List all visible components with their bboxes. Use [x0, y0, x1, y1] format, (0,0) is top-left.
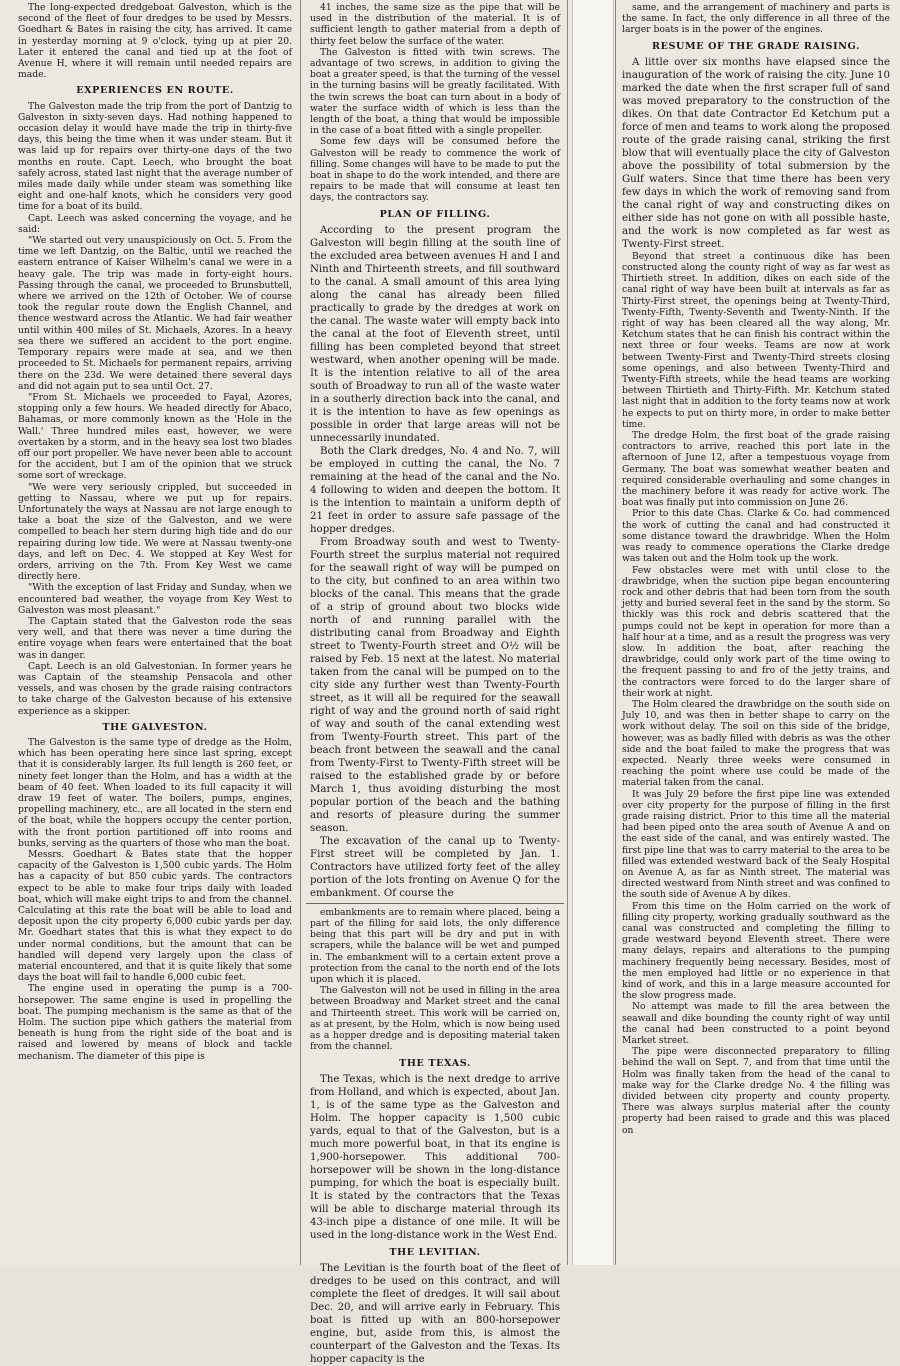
paragraph-quote-start: "We started out very unauspiciously on Oct. 5. From the time we left Dantzig, on the Baltic, until we reached the eastern entrance of Kaiser Wilhelm's canal we were in a heavy gale. The trip was made in forty-eight hours. Passing through the canal, we proceeded to Brunsbuttell, where we arrived on the 12th of October. We of course took the regular route down the English Channel, and thence westward across the Atlantic. We had fair weather until within 400 miles of St. Michaels, Azores. In a heavy sea there we suffered an accident to the port engine. Temporary repairs were made at sea, and we then proceeded to St. Michaels for permanent repairs, arriving there on the 23d. We were detained there several days and did not again put to sea until Oct. 27.: [18, 235, 292, 392]
clipping-cut-line: [306, 903, 564, 904]
paragraph-six-months: A little over six months have elapsed since the inauguration of the work of raising the city. June 10 marked the date when the first scraper full of sand was moved preparatory to the construction of the dikes. On that date Contractor Ed Ketchum put a force of men and teams to work along the proposed route of the grade raising canal, striking the first blow that will eventually place the city of Galveston above the possibility of total submersion by the Gulf waters. Since that time there has been very few days in which the work of removing sand from the canal right of way and constructing dikes on either side has not gone on with all possible haste, and the work is now completed as far west as Twenty-First street.: [622, 56, 890, 250]
column-divider-middle: [567, 0, 568, 1265]
column-divider-left: [300, 0, 301, 1265]
paragraph-no-attempt: No attempt was made to fill the area between the seawall and dike bounding the county right of way until the canal had been constructed to a point beyond Market street.: [622, 1001, 890, 1047]
paragraph-quote-end: "With the exception of last Friday and Sunday, when we encountered bad weather, the voyage from Key West to Galveston was most pleasant.": [18, 582, 292, 616]
paragraph-arrival: The long-expected dredgeboat Galveston, which is the second of the fleet of four dredges to be used by Messrs. Goedhart & Bates in raising the city, has arrived. It came in yesterday morning at 9 o'clock, tying up at pier 20. Later it entered the canal and tied up at the foot of Avenue H, where it will remain until needed repairs are made.: [18, 2, 292, 81]
paragraph-continuous-dike: Beyond that street a continuous dike has been constructed along the county right of way as far west as Thirtieth street. In addition, dikes on each side of the canal right of way have been built at intervals as far as Thirty-First street, the openings being at Twenty-Third, Twenty-Fifth, Twenty-Seventh and Twenty-Ninth. If the right of way has been cleared all the way along, Mr. Ketchum states that he can finish his contract within the next three or four weeks. Teams are now at work between Twenty-First and Twenty-Third streets closing some openings, and also between Twenty-Third and Twenty-Fifth streets, while the head teams are working between Thirtieth and Thirty-Fifth. Mr. Ketchum stated last night that in addition to the forty teams now at work he expects to put on thirty more, in order to make better time.: [622, 250, 890, 430]
blank-gutter-strip: [572, 0, 614, 1265]
paragraph-first-pipe-line: It was July 29 before the first pipe line was extended over city property for the purpose of filling in the first grade raising district. Prior to this time all the material had been piped onto the area south of Avenue A and on the east side of the canal, and was entirely wasted. The first pipe line that was to carry material to the area to be filled was extended westward back of the Sealy Hospital on Avenue A, as far as Ninth street. The material was directed westward from Ninth street and was confined to the south side of Avenue A by dikes.: [622, 788, 890, 901]
article-column-3: [618, 0, 894, 1265]
paragraph-same-arrangement: same, and the arrangement of machinery and parts is the same. In fact, the only difference in all three of the larger boats is in the power of the engines.: [622, 2, 890, 36]
paragraph-trip: The Galveston made the trip from the port of Dantzig to Galveston in sixty-seven days. Had nothing happened to occasion delay it would have made the trip in thirty-five days, this being the time when it was under steam. But it was laid up for repairs over thirty-one days of the two months en route. Capt. Leech, who brought the boat safely across, stated last night that the average number of miles made daily while under steam was something like eight and one-half knots, which he considers very good time for a boat of its build.: [18, 100, 292, 213]
paragraph-engine: The engine used in operating the pump is a 700-horsepower. The same engine is used in propelling the boat. The pumping mechanism is the same as that of the Holm. The suction pipe which gathers the material from beneath is hung from the right side of the boat and is raised and lowered by means of block and tackle mechanism. The diameter of this pipe is: [18, 983, 292, 1062]
paragraph-hopper-capacity: Messrs. Goedhart & Bates state that the hopper capacity of the Galveston is 1,500 cubic yards. The Holm has a capacity of but 850 cubic yards. The contractors expect to be able to make four trips daily with loaded boat, which will make eight trips to and from the channel. Calculating at this rate the boat will be able to load and deposit upon the city property 6,000 cubic yards per day. Mr. Goedhart states that this is what they expect to do under normal conditions, but the amount that can be handled will depend very largely upon the class of material encountered, and that it is quite likely that some days the boat will fail to handle 6,000 cubic feet.: [18, 849, 292, 984]
paragraph-clark-dredges: Both the Clark dredges, No. 4 and No. 7, will be employed in cutting the canal, the No. 7 remaining at the head of the canal and the No. 4 following to widen and deepen the bottom. It is the intention to maintain a uniform depth of 21 feet in order to assure safe passage of the hopper dredges.: [310, 445, 560, 535]
paragraph-program: According to the present program the Galveston will begin filling at the south line of the excluded area between avenues H and I and Ninth and Thirteenth streets, and fill southward to the canal. A small amount of this area lying along the canal has already been filled practically to grade by the dredges at work on the canal. The waste water will empty back into the canal at the foot of Eleventh street, until filling has been completed beyond that street westward, when another opening will be made. It is the intention relative to all of the area south of Broadway to run all of the waste water in a southerly direction back into the canal, and it is the intention to have as few openings as possible in order that large areas will not be unnecessarily inundated.: [310, 224, 560, 444]
subhead-the-texas: THE TEXAS.: [399, 1057, 471, 1069]
paragraph-galveston-filling: The Galveston will not be used in filling in the area between Broadway and Market street and the canal and Thirteenth street. This work will be carried on, as at present, by the Holm, which is now being used as a hopper dredge and is depositing material taken from the channel.: [310, 985, 560, 1053]
paragraph-pipe-size: 41 inches, the same size as the pipe that will be used in the distribution of the material. It is of sufficient length to gather material from a depth of thirty feet below the surface of the water.: [310, 2, 560, 47]
paragraph-pipe-disconnected: The pipe were disconnected preparatory to filling behind the wall on Sept. 7, and from that time until the Holm was finally taken from the head of the canal to make way for the Clarke dredge No. 4 the filling was divided between city property and county property. There was always surplus material after the county property had been raised to grade and this was placed on: [622, 1046, 890, 1136]
paragraph-excavation: The excavation of the canal up to Twenty-First street will be completed by Jan. 1. Contractors have utilized forty feet of the alley portion of the lots fronting on Avenue Q for the embankment. Of course the: [310, 835, 560, 899]
paragraph-asked: Capt. Leech was asked concerning the voyage, and he said:: [18, 212, 292, 235]
paragraph-galveston-type: The Galveston is the same type of dredge as the Holm, which has been operating here since last spring, except that it is considerably larger. Its full length is 260 feet, or ninety feet longer than the Holm, and has a width at the beam of 40 feet. When loaded to its full capacity it will draw 19 feet of water. The boilers, pumps, engines, propelling machinery, etc., are all located in the stern end of the boat, while the hoppers occupy the center portion, with the front portion partitioned off into rooms and bunks, serving as the quarters of those who man the boat.: [18, 737, 292, 849]
article-column-2: [306, 0, 564, 1365]
subhead-experiences-en-route: EXPERIENCES EN ROUTE.: [76, 85, 234, 97]
paragraph-captain-leech: Capt. Leech is an old Galvestonian. In former years he was Captain of the steamship Pensacola and other vessels, and was chosen by the grade raising contractors to take charge of the Galveston because of his extensive experience as a skipper.: [18, 660, 292, 717]
paragraph-levitian: The Levitian is the fourth boat of the fleet of dredges to be used on this contract, and will complete the fleet of dredges. It will sail about Dec. 20, and will arrive early in February. This boat is fitted up with an 800-horsepower engine, but, aside from this, is almost the counterpart of the Galveston and the Texas. Its hopper capacity is the: [310, 1262, 560, 1365]
paragraph-broadway: From Broadway south and west to Twenty-Fourth street the surplus material not required for the seawall right of way will be pumped on to the city, but confined to an area within two blocks of the canal. This means that the grade of a strip of ground about two blocks wide north of and running parallel with the distributing canal from Broadway and Eighth street to Twenty-Fourth street and O½ will be raised by Feb. 15 next at the latest. No material taken from the canal will be pumped on to the city side any further west than Twenty-Fourth street, as it will all be required for the seawall right of way and the ground north of said right of way and south of the canal extending west from Twenty-Fourth street. This part of the beach front between the seawall and the canal from Twenty-First to Twenty-Fifth street will be raised to the established grade by or before March 1, thus avoiding disturbing the most popular portion of the beach and the bathing and resorts of pleasure during the summer season.: [310, 536, 560, 834]
paragraph-twin-screws: The Galveston is fitted with twin screws. The advantage of two screws, in addition to giving the boat a greater speed, is that the turning of the vessel in the turning basins will be greatly facilitated. With the twin screws the boat can turn about in a body of water the surface width of which is less than the length of the boat, a thing that would be impossible in the case of a boat fitted with a single propeller.: [310, 46, 560, 137]
paragraph-embankments: embankments are to remain where placed, being a part of the filling for said lots, the only difference being that this part will be dry and put in with scrapers, while the balance will be wet and pumped in. The embankment will to a certain extent prove a protection from the canal to the north end of the lots upon which it is placed.: [310, 906, 560, 986]
paragraph-clarke: Prior to this date Chas. Clarke & Co. had commenced the work of cutting the canal and had constructed it some distance toward the drawbridge. When the Holm was ready to commence operations the Clarke dredge was taken out and the Holm took up the work.: [622, 508, 890, 565]
subhead-plan-of-filling: PLAN OF FILLING.: [379, 208, 491, 220]
paragraph-texas: The Texas, which is the next dredge to arrive from Holland, and which is expected, about Jan. 1, is of the same type as the Galveston and Holm. The hopper capacity is 1,500 cubic yards, equal to that of the Galveston, but is a much more powerful boat, in that its engine is 1,900-horsepower. This additional 700-horsepower will be shown in the long-distance pumping, for which the boat is especially built. It is stated by the contractors that the Texas will be able to discharge material through its 43-inch pipe a distance of one mile. It will be used in the long-distance work in the West End.: [310, 1073, 560, 1241]
paragraph-obstacles: Few obstacles were met with until close to the drawbridge, when the suction pipe began encountering rock and other debris that had been torn from the south jetty and buried several feet in the sand by the storm. So thickly was this rock and debris scattered that the pumps could not be kept in operation for more than a half hour at a time, and as a result the progress was very slow. In addition the boat, after reaching the drawbridge, could only work part of the time owing to the frequent passing to and fro of the jetty trains, and the contractors were forced to do the larger share of their work at night.: [622, 564, 890, 699]
paragraph-days-consumed: Some few days will be consumed before the Galveston will be ready to commence the work of filling. Some changes will have to be made to put the boat in shape to do the work intended, and there are repairs to be made that will consume at least ten days, the contractors say.: [310, 136, 560, 204]
paragraph-captain-seas: The Captain stated that the Galveston rode the seas very well, and that there was never a time during the entire voyage when fears were entertained that the boat was in danger.: [18, 615, 292, 661]
paragraph-dredge-holm: The dredge Holm, the first boat of the grade raising contractors to arrive, reached this port late in the afternoon of June 12, after a tempestuous voyage from Germany. The boat was somewhat weather beaten and required considerable overhauling and some changes in the machinery before it was ready for active work. The boat was finally put into commission on June 26.: [622, 430, 890, 509]
subhead-resume-grade-raising: RESUME OF THE GRADE RAISING.: [652, 40, 860, 52]
paragraph-drawbridge: The Holm cleared the drawbridge on the south side on July 10, and was then in better shape to carry on the work without delay. The soil on this side of the bridge, however, was as badly filled with debris as was the other side and the boat failed to make the progress that was expected. Nearly three weeks were consumed in reaching the point where use could be made of the material taken from the canal.: [622, 698, 890, 789]
subhead-the-galveston: THE GALVESTON.: [102, 721, 208, 733]
column-divider-right: [615, 0, 616, 1265]
paragraph-filling-progress: From this time on the Holm carried on the work of filling city property, working gradually southward as the canal was constructed and completing the filling to grade westward beyond Eleventh street. There were many delays, repairs and alterations to the pumping machinery frequently being necessary. Besides, most of the men employed had little or no experience in that kind of work, and this in a large measure accounted for the slow progress made.: [622, 900, 890, 1002]
paragraph-quote-nassau: "We were very seriously crippled, but succeeded in getting to Nassau, where we put up for repairs. Unfortunately the ways at Nassau are not large enough to take a boat the size of the Galveston, and we were compelled to beach her stern during high tide and do our repairing during low tide. We were at Nassau twenty-one days, and left on Dec. 4. We stopped at Key West for orders, arriving on the 7th. From Key West we came directly here.: [18, 481, 292, 583]
paragraph-quote-azores: "From St. Michaels we proceeded to Fayal, Azores, stopping only a few hours. We headed directly for Abaco, Bahamas, or more commonly known as the 'Hole in the Wall.' Three hundred miles east, however, we were overtaken by a storm, and in the heavy sea lost two blades off our port propeller. We have never been able to account for the accident, but I am of the opinion that we struck some sort of wreckage.: [18, 391, 292, 482]
article-column-1: [14, 0, 296, 1265]
subhead-the-levitian: THE LEVITIAN.: [389, 1246, 481, 1258]
